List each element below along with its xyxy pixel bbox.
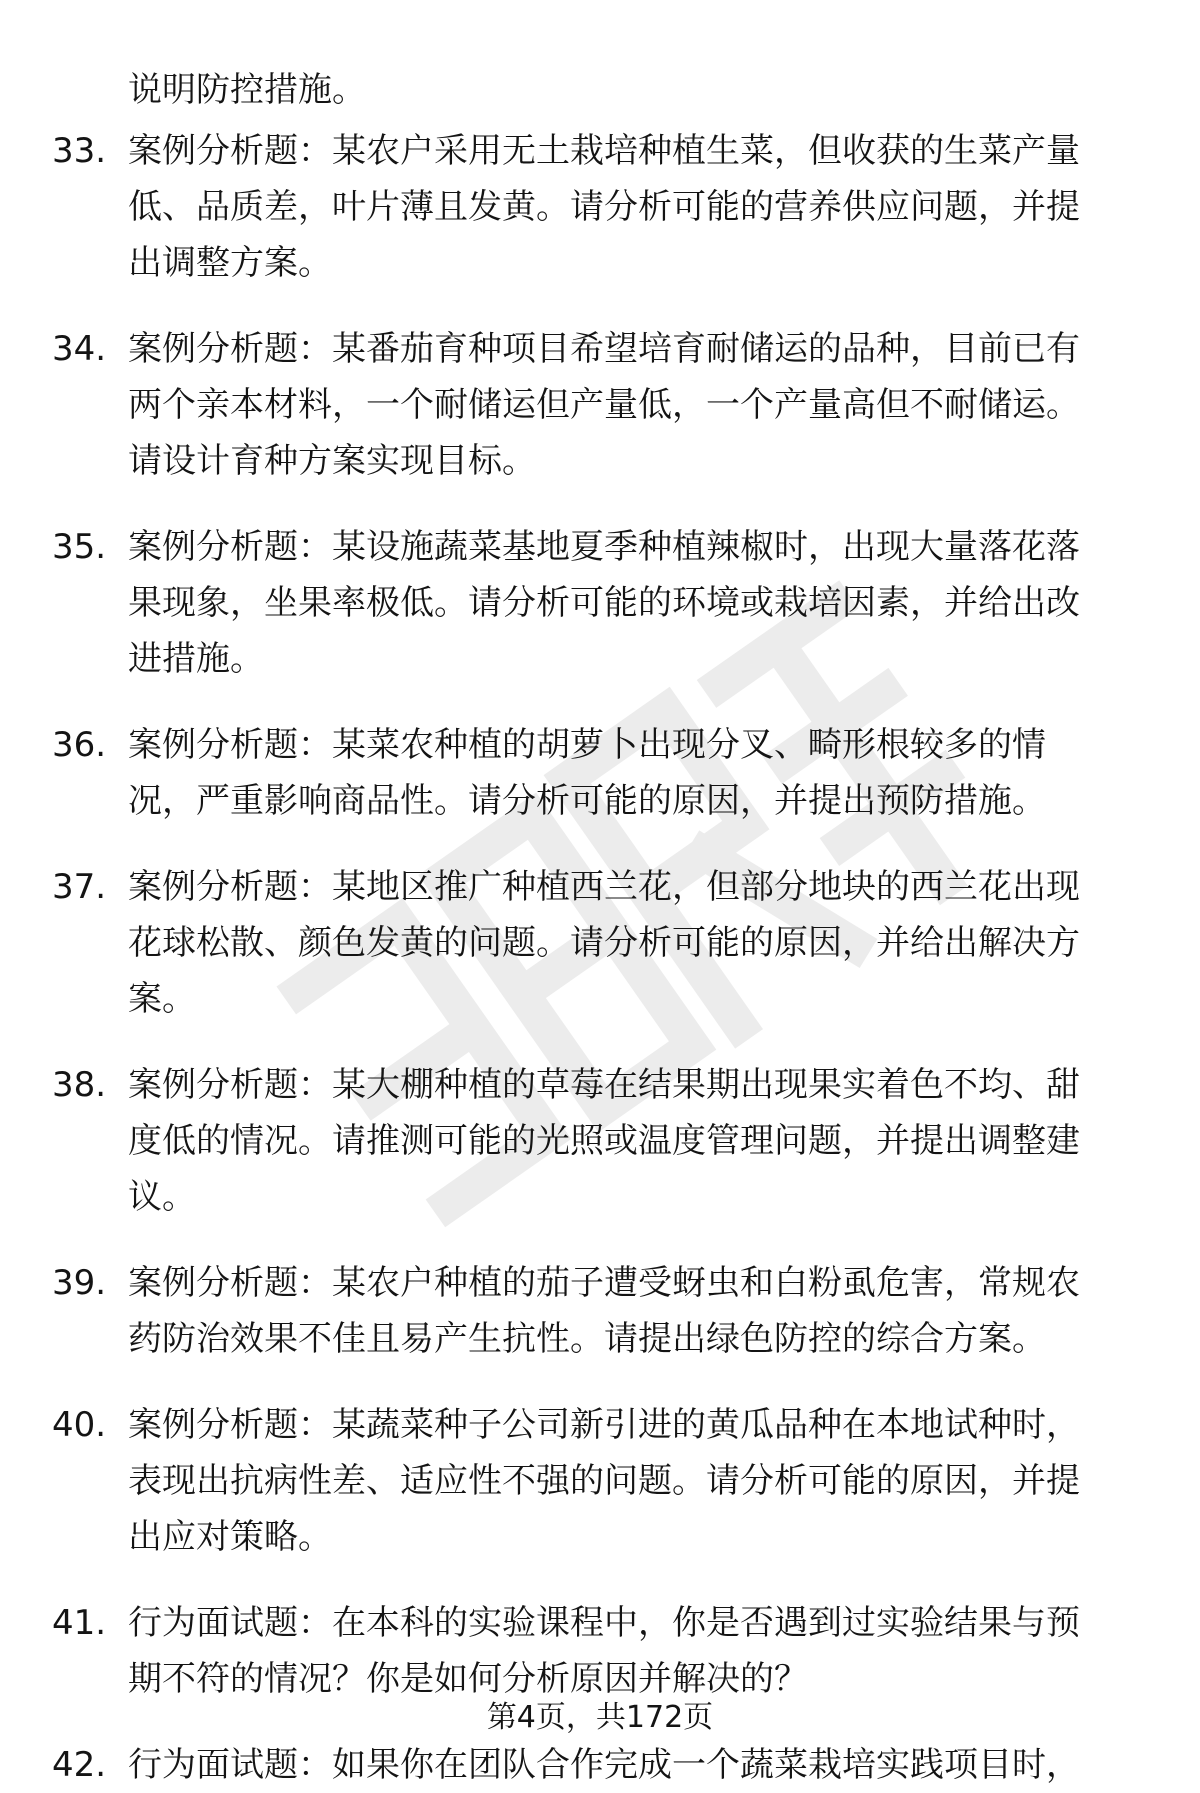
- question-text-line: 出应对策略。: [128, 1517, 332, 1557]
- question-text: [128, 1737, 1140, 1793]
- question-text: [128, 321, 1140, 489]
- page-footer: 第4页，共172页: [486, 1700, 714, 1735]
- question-text-line: 案。: [128, 979, 196, 1019]
- question-text-line: 药防治效果不佳且易产生抗性。请提出绿色防控的综合方案。: [128, 1319, 1046, 1359]
- question-text-line: 两个亲本材料，一个耐储运但产量低，一个产量高但不耐储运。: [128, 385, 1080, 425]
- question-text: [128, 519, 1140, 687]
- question-text-line: 花球松散、颜色发黄的问题。请分析可能的原因，并给出解决方: [128, 923, 1080, 963]
- question-text: [128, 1397, 1140, 1565]
- question-number: 38.: [52, 1065, 107, 1105]
- question-text-line: 案例分析题：某农户采用无土栽培种植生菜，但收获的生菜产量: [128, 131, 1080, 171]
- question-text-line: 案例分析题：某菜农种植的胡萝卜出现分叉、畸形根较多的情: [128, 725, 1046, 765]
- question-text-line: 果现象，坐果率极低。请分析可能的环境或栽培因素，并给出改: [128, 583, 1080, 623]
- question-number: 36.: [52, 725, 107, 765]
- question-text-line: 低、品质差，叶片薄且发黄。请分析可能的营养供应问题，并提: [128, 187, 1080, 227]
- question-text-line: 期不符的情况？你是如何分析原因并解决的？: [128, 1659, 808, 1699]
- question-text-line: 出调整方案。: [128, 243, 332, 283]
- question-number: 35.: [52, 527, 107, 567]
- question-text: [128, 1255, 1140, 1367]
- question-text-line: 案例分析题：某大棚种植的草莓在结果期出现果实着色不均、甜: [128, 1065, 1080, 1105]
- question-text: [128, 1057, 1140, 1225]
- question-text-line: 请设计育种方案实现目标。: [128, 441, 536, 481]
- continued-text: 说明防控措施。: [128, 70, 366, 110]
- question-text-line: 度低的情况。请推测可能的光照或温度管理问题，并提出调整建: [128, 1121, 1080, 1161]
- question-text-line: 案例分析题：某设施蔬菜基地夏季种植辣椒时，出现大量落花落: [128, 527, 1080, 567]
- question-number: 39.: [52, 1263, 107, 1303]
- question-text-line: 进措施。: [128, 639, 264, 679]
- question-number: 42.: [52, 1745, 107, 1785]
- question-number: 37.: [52, 867, 107, 907]
- question-text-line: 案例分析题：某蔬菜种子公司新引进的黄瓜品种在本地试种时，: [128, 1405, 1080, 1445]
- question-text-line: 案例分析题：某地区推广种植西兰花，但部分地块的西兰花出现: [128, 867, 1080, 907]
- question-text-line: 案例分析题：某农户种植的茄子遭受蚜虫和白粉虱危害，常规农: [128, 1263, 1080, 1303]
- question-text: [128, 1595, 1140, 1707]
- question-number: 41.: [52, 1603, 107, 1643]
- question-text-line: 行为面试题：如果你在团队合作完成一个蔬菜栽培实践项目时，: [128, 1745, 1080, 1785]
- question-text-line: 行为面试题：在本科的实验课程中，你是否遇到过实验结果与预: [128, 1603, 1080, 1643]
- question-text: [128, 717, 1140, 829]
- question-number: 33.: [52, 131, 107, 171]
- question-number: 40.: [52, 1405, 107, 1445]
- question-text-line: 表现出抗病性差、适应性不强的问题。请分析可能的原因，并提: [128, 1461, 1080, 1501]
- question-text: [128, 859, 1140, 1027]
- question-text-line: 案例分析题：某番茄育种项目希望培育耐储运的品种，目前已有: [128, 329, 1080, 369]
- question-text-line: 议。: [128, 1177, 196, 1217]
- question-text-line: 况，严重影响商品性。请分析可能的原因，并提出预防措施。: [128, 781, 1046, 821]
- question-text: [128, 123, 1140, 291]
- question-number: 34.: [52, 329, 107, 369]
